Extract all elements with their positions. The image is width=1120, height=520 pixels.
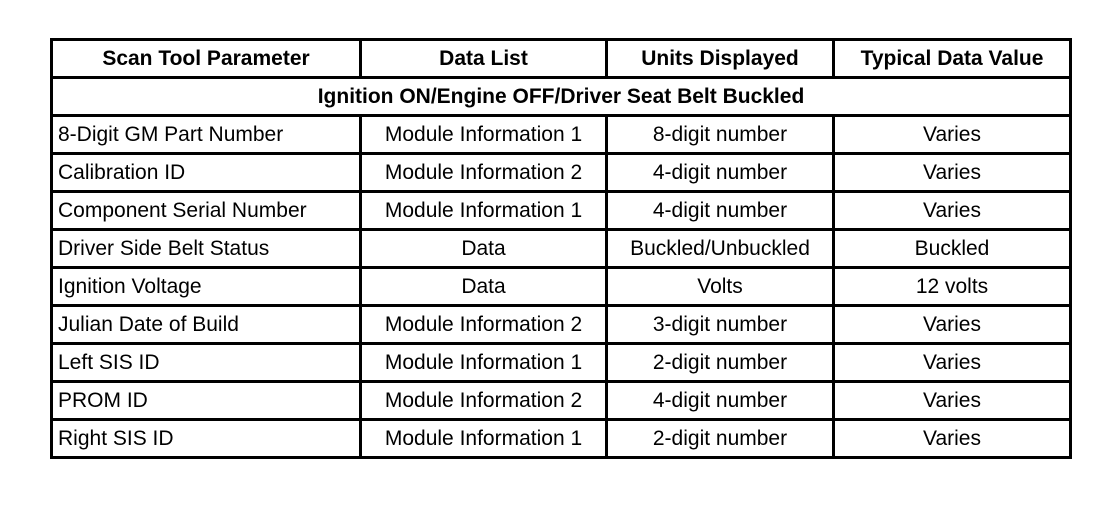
cell-units: 3-digit number [607, 306, 834, 344]
cell-parameter: Component Serial Number [52, 192, 361, 230]
cell-units: 4-digit number [607, 154, 834, 192]
cell-data-list: Module Information 1 [361, 344, 607, 382]
table-row [52, 154, 1071, 192]
cell-data-list: Module Information 1 [361, 420, 607, 458]
table-header [52, 40, 1071, 78]
cell-typical-value: Varies [834, 382, 1071, 420]
cell-parameter: Julian Date of Build [52, 306, 361, 344]
cell-units: 4-digit number [607, 382, 834, 420]
table-row [52, 116, 1071, 154]
cell-units: 2-digit number [607, 344, 834, 382]
cell-data-list: Data [361, 230, 607, 268]
cell-units: 8-digit number [607, 116, 834, 154]
table-row [52, 420, 1071, 458]
cell-parameter: Right SIS ID [52, 420, 361, 458]
header-row [52, 40, 1071, 78]
cell-typical-value: Varies [834, 154, 1071, 192]
cell-units: 4-digit number [607, 192, 834, 230]
header-data-list: Data List [361, 40, 607, 78]
cell-typical-value: Varies [834, 306, 1071, 344]
header-units-displayed: Units Displayed [607, 40, 834, 78]
table-row [52, 344, 1071, 382]
table-body [52, 78, 1071, 458]
table-row [52, 192, 1071, 230]
cell-typical-value: Varies [834, 344, 1071, 382]
cell-parameter: PROM ID [52, 382, 361, 420]
cell-typical-value: Varies [834, 420, 1071, 458]
cell-data-list: Module Information 1 [361, 116, 607, 154]
header-scan-tool-parameter: Scan Tool Parameter [52, 40, 361, 78]
table-row [52, 306, 1071, 344]
cell-data-list: Module Information 2 [361, 382, 607, 420]
cell-units: Buckled/Unbuckled [607, 230, 834, 268]
header-typical-data-value: Typical Data Value [834, 40, 1071, 78]
table-row [52, 382, 1071, 420]
table-row [52, 230, 1071, 268]
cell-parameter: Ignition Voltage [52, 268, 361, 306]
cell-data-list: Data [361, 268, 607, 306]
scan-tool-data-table [50, 38, 1072, 459]
section-row [52, 78, 1071, 116]
cell-typical-value: Varies [834, 192, 1071, 230]
cell-data-list: Module Information 1 [361, 192, 607, 230]
section-title: Ignition ON/Engine OFF/Driver Seat Belt Buckled [52, 78, 1071, 116]
cell-data-list: Module Information 2 [361, 154, 607, 192]
cell-units: Volts [607, 268, 834, 306]
table-row [52, 268, 1071, 306]
cell-parameter: Driver Side Belt Status [52, 230, 361, 268]
cell-typical-value: Buckled [834, 230, 1071, 268]
cell-units: 2-digit number [607, 420, 834, 458]
cell-typical-value: 12 volts [834, 268, 1071, 306]
cell-parameter: Calibration ID [52, 154, 361, 192]
cell-data-list: Module Information 2 [361, 306, 607, 344]
cell-parameter: 8-Digit GM Part Number [52, 116, 361, 154]
cell-typical-value: Varies [834, 116, 1071, 154]
cell-parameter: Left SIS ID [52, 344, 361, 382]
